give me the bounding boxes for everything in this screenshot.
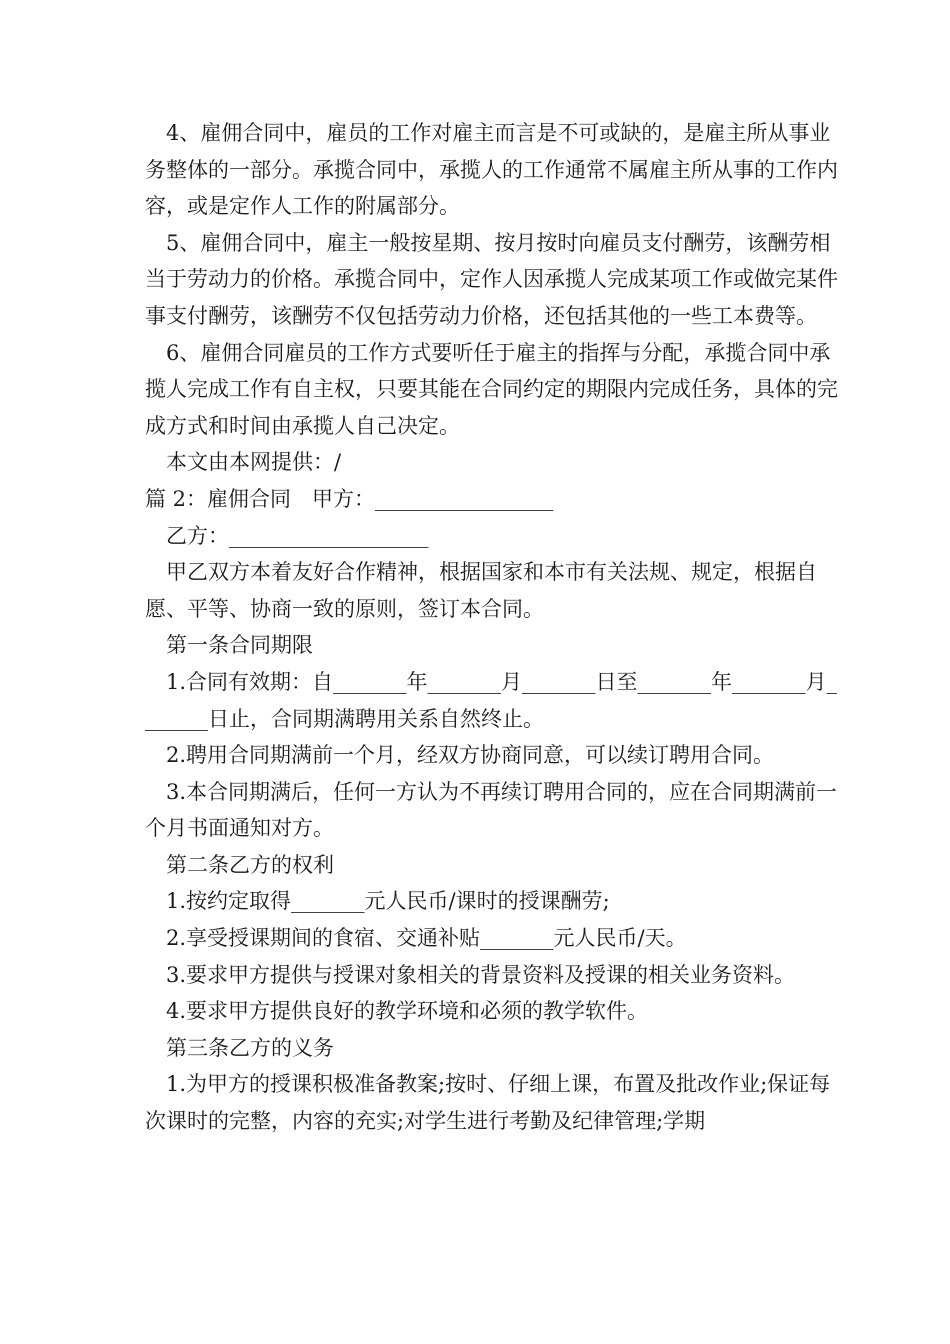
paragraph-article-5: 5、雇佣合同中，雇主一般按星期、按月按时向雇员支付酬劳，该酬劳相当于劳动力的价格。承揽合同中，定作人因承揽人完成某项工作或做完某件事支付酬劳，该酬劳不仅包括劳动力价格，还包括其他的一些工本费等。 <box>145 230 838 328</box>
paragraph-article-6: 6、雇佣合同雇员的工作方式要听任于雇主的指挥与分配，承揽合同中承揽人完成工作有自主权，只要其能在合同约定的期限内完成任务，具体的完成方式和时间由承揽人自己决定。 <box>145 340 838 438</box>
paragraph-article-4: 4、雇佣合同中，雇员的工作对雇主而言是不可或缺的，是雇主所从事业务整体的一部分。承揽合同中，承揽人的工作通常不属雇主所从事的工作内容，或是定作人工作的附属部分。 <box>145 121 838 219</box>
clause-2-item-2: 2.享受授课期间的食宿、交通补贴_______元人民币/天。 <box>166 926 687 951</box>
document-body <box>145 115 845 1140</box>
clause-3-item-1: 1.为甲方的授课积极准备教案;按时、仔细上课，布置及批改作业;保证每次课时的完整，内容的充实;对学生进行考勤及纪律管理;学期 <box>145 1072 831 1134</box>
paragraph-source-note: 本文由本网提供：/ <box>166 450 342 475</box>
section-heading-part-2: 篇 2：雇佣合同 甲方：_________________ <box>145 486 554 511</box>
clause-heading-1: 第一条合同期限 <box>166 633 313 658</box>
clause-heading-2: 第二条乙方的权利 <box>166 852 334 877</box>
clause-2-item-4: 4.要求甲方提供良好的教学环境和必须的教学软件。 <box>166 999 649 1024</box>
party-b-line: 乙方：___________________ <box>166 523 429 548</box>
clause-1-item-2: 2.聘用合同期满前一个月，经双方协商同意，可以续订聘用合同。 <box>166 743 775 768</box>
clause-heading-3: 第三条乙方的义务 <box>166 1035 334 1060</box>
paragraph-preamble: 甲乙双方本着友好合作精神，根据国家和本市有关法规、规定，根据自愿、平等、协商一致的原则，签订本合同。 <box>145 560 817 621</box>
clause-2-item-1: 1.按约定取得_______元人民币/课时的授课酬劳; <box>166 889 610 914</box>
clause-1-item-3: 3.本合同期满后，任何一方认为不再续订聘用合同的，应在合同期满前一个月书面通知对方。 <box>145 779 838 841</box>
clause-1-item-1: 1.合同有效期：自_______年_______月_______日至_______年_______月_______日止，合同期满聘用关系自然终止。 <box>145 669 838 731</box>
clause-2-item-3: 3.要求甲方提供与授课对象相关的背景资料及授课的相关业务资料。 <box>166 962 796 987</box>
